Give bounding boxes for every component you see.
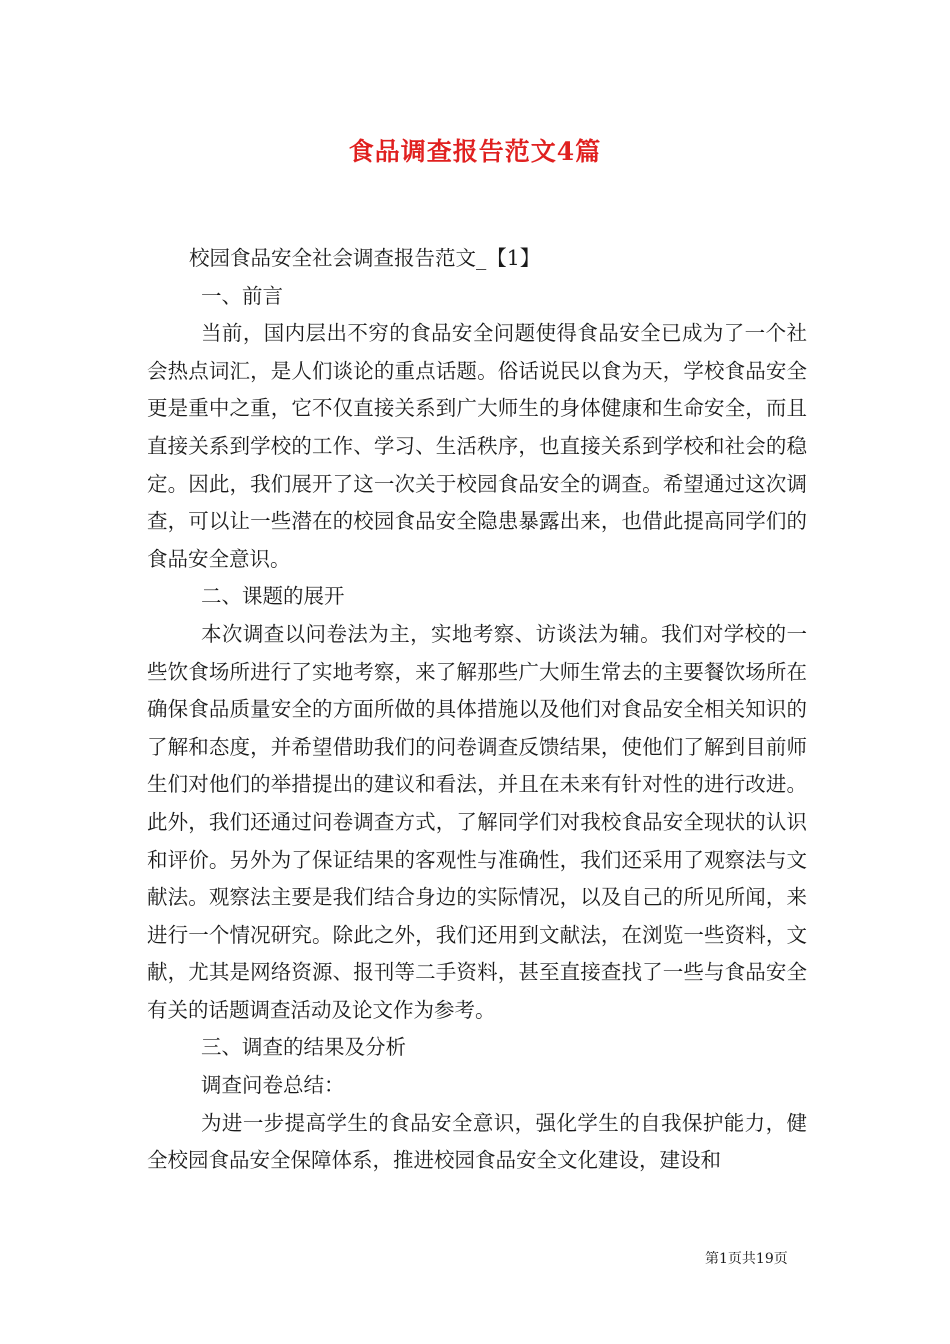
- section-heading-topic: 二、课题的展开: [201, 584, 345, 609]
- section-heading-preface: 一、前言: [201, 283, 283, 308]
- subheading-survey-summary: 调查问卷总结：: [201, 1073, 345, 1098]
- paragraph-preface: 当前，国内层出不穷的食品安全问题使得食品安全已成为了一个社会热点词汇，是人们谈论的重点话题。俗话说民以食为天，学校食品安全更是重中之重，它不仅直接关系到广大师生的身体健康和生命安全，而且直接关系到学校的工作、学习、生活秩序，也直接关系到学校和社会的稳定。因此，我们展开了这一次关于校园食品安全的调查。希望通过这次调查，可以让一些潜在的校园食品安全隐患暴露出来，也借此提高同学们的食品安全意识。: [147, 321, 807, 571]
- document-title: 食品调查报告范文4篇: [348, 137, 602, 166]
- page-number: 第1页共19页: [705, 1251, 788, 1267]
- paragraph-survey-summary: 为进一步提高学生的食品安全意识，强化学生的自我保护能力，健全校园食品安全保障体系，推进校园食品安全文化建设，建设和: [147, 1110, 807, 1173]
- subtitle: 校园食品安全社会调查报告范文_【1】: [189, 246, 541, 270]
- section-heading-results: 三、调查的结果及分析: [201, 1035, 406, 1060]
- paragraph-topic: 本次调查以问卷法为主，实地考察、访谈法为辅。我们对学校的一些饮食场所进行了实地考察，来了解那些广大师生常去的主要餐饮场所在确保食品质量安全的方面所做的具体措施以及他们对食品安全相关知识的了解和态度，并希望借助我们的问卷调查反馈结果，使他们了解到目前师生们对他们的举措提出的建议和看法，并且在未来有针对性的进行改进。此外，我们还通过问卷调查方式，了解同学们对我校食品安全现状的认识和评价。另外为了保证结果的客观性与准确性，我们还采用了观察法与文献法。观察法主要是我们结合身边的实际情况，以及自己的所见所闻，来进行一个情况研究。除此之外，我们还用到文献法，在浏览一些资料，文献，尤其是网络资源、报刊等二手资料，甚至直接查找了一些与食品安全有关的话题调查活动及论文作为参考。: [147, 621, 807, 1022]
- document-body: [147, 240, 807, 1180]
